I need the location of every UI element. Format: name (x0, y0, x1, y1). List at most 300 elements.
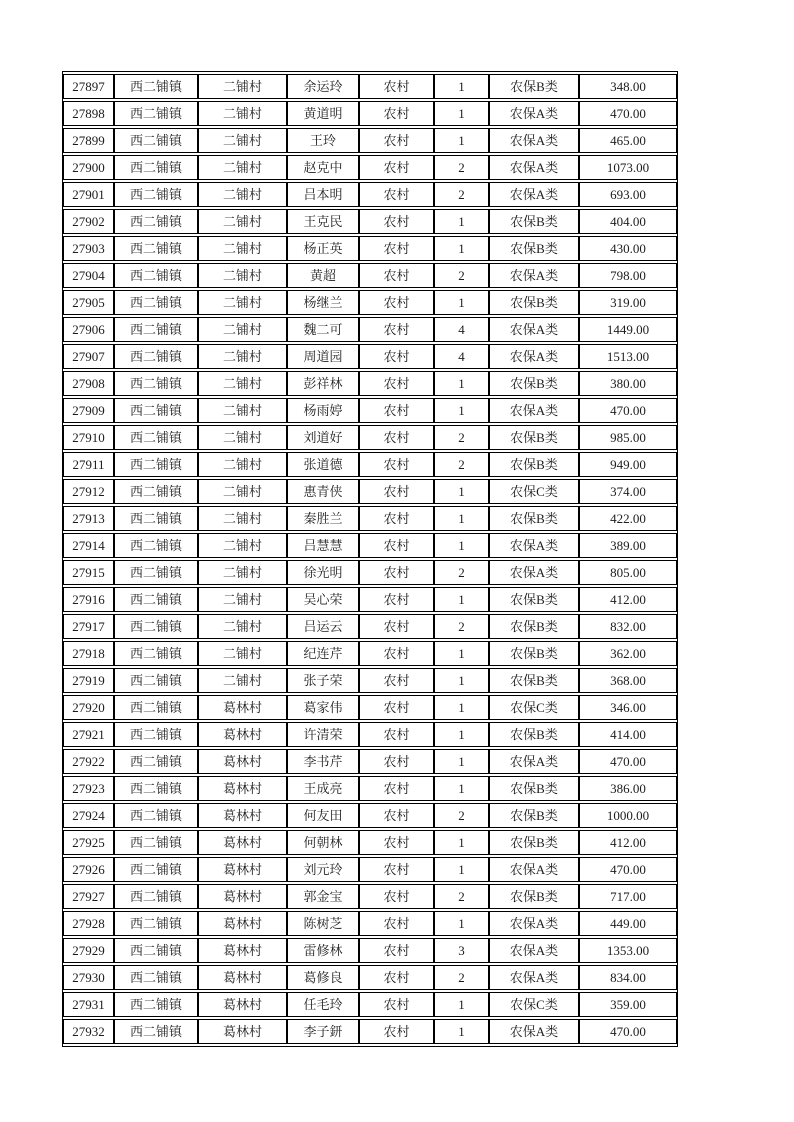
person-name-cell: 杨正英 (287, 236, 359, 261)
village-cell: 葛林村 (198, 992, 287, 1017)
amount-cell: 412.00 (579, 830, 677, 855)
amount-cell: 470.00 (579, 749, 677, 774)
record-id-cell: 27931 (63, 992, 114, 1017)
record-id-cell: 27898 (63, 101, 114, 126)
person-name-cell: 何朝林 (287, 830, 359, 855)
table-row (63, 965, 677, 990)
record-id-cell: 27903 (63, 236, 114, 261)
area-type-cell: 农村 (359, 398, 434, 423)
village-cell: 二铺村 (198, 182, 287, 207)
table-row (63, 1019, 677, 1044)
table-row (63, 344, 677, 369)
table-row (63, 290, 677, 315)
town-cell: 西二铺镇 (114, 452, 198, 477)
village-cell: 二铺村 (198, 533, 287, 558)
table-row (63, 749, 677, 774)
record-id-cell: 27897 (63, 74, 114, 99)
amount-cell: 374.00 (579, 479, 677, 504)
area-type-cell: 农村 (359, 317, 434, 342)
insurance-class-cell: 农保B类 (489, 452, 579, 477)
person-name-cell: 许清荣 (287, 722, 359, 747)
record-id-cell: 27932 (63, 1019, 114, 1044)
amount-cell: 717.00 (579, 884, 677, 909)
record-id-cell: 27912 (63, 479, 114, 504)
village-cell: 二铺村 (198, 452, 287, 477)
town-cell: 西二铺镇 (114, 74, 198, 99)
table-row (63, 425, 677, 450)
person-name-cell: 吕本明 (287, 182, 359, 207)
table-row (63, 614, 677, 639)
village-cell: 葛林村 (198, 749, 287, 774)
insurance-class-cell: 农保A类 (489, 938, 579, 963)
town-cell: 西二铺镇 (114, 128, 198, 153)
village-cell: 二铺村 (198, 668, 287, 693)
person-name-cell: 刘道好 (287, 425, 359, 450)
table-row (63, 938, 677, 963)
insurance-class-cell: 农保A类 (489, 344, 579, 369)
village-cell: 二铺村 (198, 236, 287, 261)
village-cell: 二铺村 (198, 209, 287, 234)
amount-cell: 1073.00 (579, 155, 677, 180)
record-id-cell: 27926 (63, 857, 114, 882)
person-count-cell: 1 (434, 695, 489, 720)
table-row (63, 371, 677, 396)
village-cell: 二铺村 (198, 479, 287, 504)
person-name-cell: 雷修林 (287, 938, 359, 963)
amount-cell: 832.00 (579, 614, 677, 639)
village-cell: 葛林村 (198, 695, 287, 720)
area-type-cell: 农村 (359, 857, 434, 882)
person-name-cell: 张子荣 (287, 668, 359, 693)
amount-cell: 368.00 (579, 668, 677, 693)
area-type-cell: 农村 (359, 722, 434, 747)
village-cell: 二铺村 (198, 317, 287, 342)
amount-cell: 380.00 (579, 371, 677, 396)
village-cell: 二铺村 (198, 614, 287, 639)
person-name-cell: 惠青侠 (287, 479, 359, 504)
record-id-cell: 27916 (63, 587, 114, 612)
record-id-cell: 27929 (63, 938, 114, 963)
insurance-class-cell: 农保A类 (489, 155, 579, 180)
area-type-cell: 农村 (359, 830, 434, 855)
person-name-cell: 吕慧慧 (287, 533, 359, 558)
town-cell: 西二铺镇 (114, 749, 198, 774)
table-row (63, 479, 677, 504)
insurance-class-cell: 农保C类 (489, 695, 579, 720)
person-count-cell: 1 (434, 371, 489, 396)
amount-cell: 1513.00 (579, 344, 677, 369)
area-type-cell: 农村 (359, 938, 434, 963)
record-id-cell: 27923 (63, 776, 114, 801)
insurance-class-cell: 农保B类 (489, 803, 579, 828)
amount-cell: 834.00 (579, 965, 677, 990)
village-cell: 二铺村 (198, 128, 287, 153)
town-cell: 西二铺镇 (114, 587, 198, 612)
amount-cell: 470.00 (579, 857, 677, 882)
record-id-cell: 27927 (63, 884, 114, 909)
amount-cell: 359.00 (579, 992, 677, 1017)
record-id-cell: 27914 (63, 533, 114, 558)
record-id-cell: 27918 (63, 641, 114, 666)
person-count-cell: 1 (434, 128, 489, 153)
table-row (63, 263, 677, 288)
insurance-class-cell: 农保B类 (489, 884, 579, 909)
amount-cell: 319.00 (579, 290, 677, 315)
insurance-class-cell: 农保B类 (489, 425, 579, 450)
village-cell: 二铺村 (198, 344, 287, 369)
insurance-class-cell: 农保B类 (489, 371, 579, 396)
person-count-cell: 1 (434, 74, 489, 99)
record-id-cell: 27922 (63, 749, 114, 774)
person-name-cell: 王克民 (287, 209, 359, 234)
amount-cell: 798.00 (579, 263, 677, 288)
table-row (63, 506, 677, 531)
person-name-cell: 彭祥林 (287, 371, 359, 396)
village-cell: 二铺村 (198, 290, 287, 315)
person-count-cell: 2 (434, 884, 489, 909)
village-cell: 二铺村 (198, 101, 287, 126)
amount-cell: 414.00 (579, 722, 677, 747)
town-cell: 西二铺镇 (114, 776, 198, 801)
area-type-cell: 农村 (359, 614, 434, 639)
town-cell: 西二铺镇 (114, 560, 198, 585)
person-count-cell: 1 (434, 587, 489, 612)
person-name-cell: 杨继兰 (287, 290, 359, 315)
town-cell: 西二铺镇 (114, 803, 198, 828)
area-type-cell: 农村 (359, 344, 434, 369)
person-count-cell: 2 (434, 452, 489, 477)
table-row (63, 668, 677, 693)
amount-cell: 346.00 (579, 695, 677, 720)
person-name-cell: 葛修良 (287, 965, 359, 990)
person-name-cell: 魏二可 (287, 317, 359, 342)
insurance-class-cell: 农保C类 (489, 992, 579, 1017)
insurance-class-cell: 农保A类 (489, 857, 579, 882)
person-count-cell: 1 (434, 749, 489, 774)
village-cell: 葛林村 (198, 965, 287, 990)
record-id-cell: 27909 (63, 398, 114, 423)
village-cell: 葛林村 (198, 938, 287, 963)
person-count-cell: 2 (434, 263, 489, 288)
person-name-cell: 刘元玲 (287, 857, 359, 882)
record-id-cell: 27906 (63, 317, 114, 342)
table-row (63, 452, 677, 477)
amount-cell: 985.00 (579, 425, 677, 450)
insurance-class-cell: 农保A类 (489, 317, 579, 342)
person-name-cell: 张道德 (287, 452, 359, 477)
person-name-cell: 周道园 (287, 344, 359, 369)
person-count-cell: 1 (434, 236, 489, 261)
record-id-cell: 27899 (63, 128, 114, 153)
village-cell: 二铺村 (198, 398, 287, 423)
amount-cell: 1449.00 (579, 317, 677, 342)
area-type-cell: 农村 (359, 1019, 434, 1044)
area-type-cell: 农村 (359, 209, 434, 234)
person-count-cell: 4 (434, 317, 489, 342)
record-id-cell: 27930 (63, 965, 114, 990)
town-cell: 西二铺镇 (114, 506, 198, 531)
town-cell: 西二铺镇 (114, 101, 198, 126)
record-id-cell: 27915 (63, 560, 114, 585)
insurance-class-cell: 农保B类 (489, 722, 579, 747)
person-name-cell: 任毛玲 (287, 992, 359, 1017)
area-type-cell: 农村 (359, 290, 434, 315)
town-cell: 西二铺镇 (114, 938, 198, 963)
table-row (63, 128, 677, 153)
person-count-cell: 2 (434, 965, 489, 990)
insurance-class-cell: 农保A类 (489, 101, 579, 126)
person-name-cell: 李子鈃 (287, 1019, 359, 1044)
record-id-cell: 27902 (63, 209, 114, 234)
person-count-cell: 3 (434, 938, 489, 963)
town-cell: 西二铺镇 (114, 263, 198, 288)
table-row (63, 830, 677, 855)
village-cell: 葛林村 (198, 722, 287, 747)
area-type-cell: 农村 (359, 506, 434, 531)
insurance-class-cell: 农保A类 (489, 398, 579, 423)
person-name-cell: 王成亮 (287, 776, 359, 801)
person-count-cell: 1 (434, 398, 489, 423)
town-cell: 西二铺镇 (114, 668, 198, 693)
record-id-cell: 27910 (63, 425, 114, 450)
area-type-cell: 农村 (359, 263, 434, 288)
person-name-cell: 王玲 (287, 128, 359, 153)
amount-cell: 449.00 (579, 911, 677, 936)
amount-cell: 389.00 (579, 533, 677, 558)
record-id-cell: 27913 (63, 506, 114, 531)
town-cell: 西二铺镇 (114, 992, 198, 1017)
town-cell: 西二铺镇 (114, 371, 198, 396)
table-body (63, 74, 677, 1044)
person-name-cell: 黄超 (287, 263, 359, 288)
area-type-cell: 农村 (359, 74, 434, 99)
person-count-cell: 2 (434, 425, 489, 450)
person-count-cell: 1 (434, 506, 489, 531)
village-cell: 二铺村 (198, 263, 287, 288)
town-cell: 西二铺镇 (114, 857, 198, 882)
record-id-cell: 27919 (63, 668, 114, 693)
person-name-cell: 陈树芝 (287, 911, 359, 936)
area-type-cell: 农村 (359, 452, 434, 477)
insurance-class-cell: 农保B类 (489, 668, 579, 693)
town-cell: 西二铺镇 (114, 965, 198, 990)
table-row (63, 236, 677, 261)
table-row (63, 533, 677, 558)
person-name-cell: 秦胜兰 (287, 506, 359, 531)
town-cell: 西二铺镇 (114, 884, 198, 909)
person-count-cell: 2 (434, 155, 489, 180)
area-type-cell: 农村 (359, 803, 434, 828)
table-row (63, 74, 677, 99)
person-count-cell: 1 (434, 776, 489, 801)
area-type-cell: 农村 (359, 560, 434, 585)
roster-table (62, 71, 678, 1047)
amount-cell: 465.00 (579, 128, 677, 153)
town-cell: 西二铺镇 (114, 317, 198, 342)
area-type-cell: 农村 (359, 182, 434, 207)
table-row (63, 911, 677, 936)
amount-cell: 362.00 (579, 641, 677, 666)
town-cell: 西二铺镇 (114, 182, 198, 207)
table-row (63, 101, 677, 126)
insurance-class-cell: 农保B类 (489, 74, 579, 99)
town-cell: 西二铺镇 (114, 911, 198, 936)
area-type-cell: 农村 (359, 425, 434, 450)
amount-cell: 348.00 (579, 74, 677, 99)
record-id-cell: 27917 (63, 614, 114, 639)
person-count-cell: 1 (434, 101, 489, 126)
record-id-cell: 27908 (63, 371, 114, 396)
town-cell: 西二铺镇 (114, 614, 198, 639)
record-id-cell: 27924 (63, 803, 114, 828)
village-cell: 二铺村 (198, 587, 287, 612)
person-count-cell: 2 (434, 182, 489, 207)
amount-cell: 693.00 (579, 182, 677, 207)
insurance-class-cell: 农保B类 (489, 830, 579, 855)
insurance-class-cell: 农保B类 (489, 614, 579, 639)
area-type-cell: 农村 (359, 533, 434, 558)
amount-cell: 422.00 (579, 506, 677, 531)
table-row (63, 182, 677, 207)
village-cell: 葛林村 (198, 857, 287, 882)
person-count-cell: 1 (434, 830, 489, 855)
amount-cell: 470.00 (579, 1019, 677, 1044)
amount-cell: 430.00 (579, 236, 677, 261)
area-type-cell: 农村 (359, 236, 434, 261)
amount-cell: 949.00 (579, 452, 677, 477)
record-id-cell: 27925 (63, 830, 114, 855)
person-count-cell: 2 (434, 614, 489, 639)
area-type-cell: 农村 (359, 884, 434, 909)
insurance-class-cell: 农保A类 (489, 749, 579, 774)
person-count-cell: 1 (434, 641, 489, 666)
area-type-cell: 农村 (359, 371, 434, 396)
amount-cell: 470.00 (579, 101, 677, 126)
table-row (63, 155, 677, 180)
town-cell: 西二铺镇 (114, 479, 198, 504)
area-type-cell: 农村 (359, 776, 434, 801)
village-cell: 葛林村 (198, 1019, 287, 1044)
insurance-class-cell: 农保B类 (489, 587, 579, 612)
village-cell: 二铺村 (198, 371, 287, 396)
person-count-cell: 1 (434, 857, 489, 882)
record-id-cell: 27920 (63, 695, 114, 720)
insurance-class-cell: 农保A类 (489, 911, 579, 936)
person-count-cell: 1 (434, 1019, 489, 1044)
table-row (63, 560, 677, 585)
person-name-cell: 杨雨婷 (287, 398, 359, 423)
insurance-class-cell: 农保B类 (489, 506, 579, 531)
insurance-class-cell: 农保A类 (489, 263, 579, 288)
town-cell: 西二铺镇 (114, 236, 198, 261)
area-type-cell: 农村 (359, 641, 434, 666)
village-cell: 葛林村 (198, 884, 287, 909)
person-count-cell: 1 (434, 911, 489, 936)
person-name-cell: 郭金宝 (287, 884, 359, 909)
person-name-cell: 何友田 (287, 803, 359, 828)
table-row (63, 398, 677, 423)
table-row (63, 641, 677, 666)
insurance-class-cell: 农保A类 (489, 965, 579, 990)
amount-cell: 386.00 (579, 776, 677, 801)
area-type-cell: 农村 (359, 587, 434, 612)
person-name-cell: 纪连芹 (287, 641, 359, 666)
town-cell: 西二铺镇 (114, 425, 198, 450)
insurance-class-cell: 农保A类 (489, 1019, 579, 1044)
person-name-cell: 葛家伟 (287, 695, 359, 720)
person-count-cell: 1 (434, 479, 489, 504)
table-row (63, 587, 677, 612)
town-cell: 西二铺镇 (114, 695, 198, 720)
village-cell: 二铺村 (198, 74, 287, 99)
amount-cell: 412.00 (579, 587, 677, 612)
person-count-cell: 2 (434, 560, 489, 585)
town-cell: 西二铺镇 (114, 1019, 198, 1044)
village-cell: 二铺村 (198, 506, 287, 531)
record-id-cell: 27921 (63, 722, 114, 747)
record-id-cell: 27928 (63, 911, 114, 936)
insurance-class-cell: 农保A类 (489, 182, 579, 207)
insurance-class-cell: 农保C类 (489, 479, 579, 504)
person-count-cell: 1 (434, 668, 489, 693)
town-cell: 西二铺镇 (114, 209, 198, 234)
insurance-class-cell: 农保A类 (489, 560, 579, 585)
person-name-cell: 吴心荣 (287, 587, 359, 612)
town-cell: 西二铺镇 (114, 155, 198, 180)
table-row (63, 695, 677, 720)
area-type-cell: 农村 (359, 992, 434, 1017)
person-count-cell: 2 (434, 803, 489, 828)
person-name-cell: 李书芹 (287, 749, 359, 774)
person-count-cell: 4 (434, 344, 489, 369)
town-cell: 西二铺镇 (114, 830, 198, 855)
person-count-cell: 1 (434, 722, 489, 747)
person-name-cell: 吕运云 (287, 614, 359, 639)
person-name-cell: 余运玲 (287, 74, 359, 99)
table-row (63, 209, 677, 234)
insurance-class-cell: 农保A类 (489, 533, 579, 558)
area-type-cell: 农村 (359, 128, 434, 153)
amount-cell: 470.00 (579, 398, 677, 423)
town-cell: 西二铺镇 (114, 722, 198, 747)
person-count-cell: 1 (434, 533, 489, 558)
person-count-cell: 1 (434, 290, 489, 315)
town-cell: 西二铺镇 (114, 533, 198, 558)
village-cell: 二铺村 (198, 425, 287, 450)
insurance-class-cell: 农保B类 (489, 209, 579, 234)
record-id-cell: 27904 (63, 263, 114, 288)
area-type-cell: 农村 (359, 911, 434, 936)
person-name-cell: 徐光明 (287, 560, 359, 585)
amount-cell: 805.00 (579, 560, 677, 585)
table-row (63, 803, 677, 828)
area-type-cell: 农村 (359, 668, 434, 693)
table-row (63, 992, 677, 1017)
village-cell: 葛林村 (198, 776, 287, 801)
village-cell: 二铺村 (198, 641, 287, 666)
insurance-class-cell: 农保B类 (489, 236, 579, 261)
record-id-cell: 27907 (63, 344, 114, 369)
area-type-cell: 农村 (359, 155, 434, 180)
table-row (63, 776, 677, 801)
town-cell: 西二铺镇 (114, 344, 198, 369)
area-type-cell: 农村 (359, 749, 434, 774)
record-id-cell: 27901 (63, 182, 114, 207)
table-row (63, 857, 677, 882)
village-cell: 葛林村 (198, 830, 287, 855)
town-cell: 西二铺镇 (114, 290, 198, 315)
area-type-cell: 农村 (359, 101, 434, 126)
